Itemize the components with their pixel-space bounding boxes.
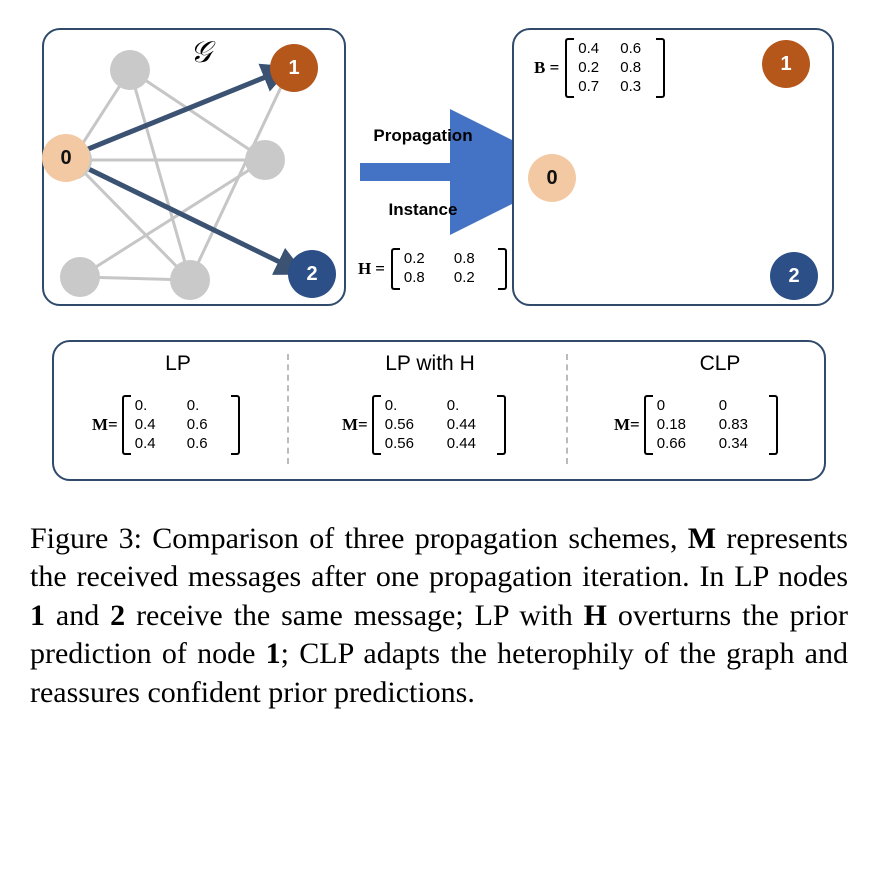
cell: 0.3	[620, 77, 642, 95]
matrix-label: M=	[342, 415, 368, 435]
cell: 0.83	[718, 415, 748, 433]
caption-prefix: Figure 3:	[30, 522, 142, 555]
matrix-M-clp	[614, 395, 778, 455]
caption-text-4: receive the same message; LP with	[125, 598, 584, 632]
caption-text-6: ; CLP adapts the heterophily of the graph and reassures confident prior predictions.	[30, 637, 848, 709]
section-title-lp: LP	[165, 352, 191, 375]
cell: 0.	[134, 397, 148, 414]
section-title-lp-with-h	[330, 352, 530, 376]
caption-text-5: overturns the prior prediction of node	[30, 598, 848, 671]
node-label: 2	[306, 262, 318, 285]
caption-text-1: Comparison of three propagation schemes,	[141, 522, 688, 555]
caption-bold-3: 2	[110, 598, 126, 632]
cell: 0.6	[620, 40, 642, 57]
graph-node-2	[288, 250, 336, 298]
graph-symbol: 𝒢	[190, 36, 212, 69]
cell: 0.4	[134, 434, 156, 452]
caption-bold-5: 1	[265, 637, 281, 671]
matrix-B-label: B =	[534, 58, 560, 78]
result-node-2	[770, 252, 818, 300]
cell: 0	[718, 397, 728, 414]
cell: 0.	[446, 397, 460, 414]
cell: 0.8	[403, 268, 425, 286]
cell: 0.8	[453, 250, 475, 267]
equals-sign: =	[375, 258, 385, 278]
section-title-clp: CLP	[699, 352, 741, 375]
propagation-label-line1: Propagation	[373, 126, 473, 145]
matrix-H	[358, 248, 507, 290]
propagation-label-line2: Instance	[388, 200, 458, 219]
matrix-label: M=	[92, 415, 118, 435]
figure-caption	[30, 520, 848, 712]
caption-text-3: and	[45, 598, 111, 632]
matrix-M-lp-with-h	[342, 395, 506, 455]
graph-node-gray	[170, 260, 210, 300]
node-label: 1	[780, 52, 792, 75]
result-node-1	[762, 40, 810, 88]
cell: 0.56	[384, 415, 414, 433]
matrix-B	[534, 38, 665, 98]
cell: 0.	[186, 397, 200, 414]
graph-node-0	[42, 134, 90, 182]
cell: 0.2	[403, 250, 425, 267]
node-label: 1	[288, 56, 300, 79]
cell: 0	[656, 397, 666, 414]
result-node-0	[528, 154, 576, 202]
cell: 0.8	[620, 58, 642, 76]
cell: 0.44	[446, 434, 476, 452]
node-label: 0	[546, 166, 558, 189]
section-title-text: LP with H	[385, 352, 475, 375]
cell: 0.34	[718, 434, 748, 452]
cell: 0.2	[578, 58, 600, 76]
cell: 0.66	[656, 434, 686, 452]
section-divider	[287, 354, 289, 464]
cell: 0.4	[134, 415, 156, 433]
matrix-label: M=	[614, 415, 640, 435]
cell: 0.2	[453, 268, 475, 286]
caption-text-2: represents the received messages after one propagation iteration. In LP nodes	[30, 522, 848, 594]
graph-node-gray	[60, 257, 100, 297]
cell: 0.56	[384, 434, 414, 452]
node-label: 2	[788, 264, 800, 287]
caption-bold-2: 1	[30, 598, 45, 632]
cell: 0.6	[186, 415, 208, 433]
cell: 0.4	[578, 40, 600, 57]
matrix-H-label: H	[358, 258, 372, 278]
section-divider	[566, 354, 568, 464]
matrix-M-lp	[92, 395, 240, 455]
cell: 0.	[384, 397, 398, 414]
graph-node-gray	[245, 140, 285, 180]
caption-bold-4: H	[583, 598, 607, 632]
node-label: 0	[60, 146, 72, 169]
cell: 0.7	[578, 77, 600, 95]
graph-node-1	[270, 44, 318, 92]
cell: 0.6	[186, 434, 208, 452]
cell: 0.44	[446, 415, 476, 433]
graph-node-gray	[110, 50, 150, 90]
caption-bold-1: M	[687, 522, 717, 555]
cell: 0.18	[656, 415, 686, 433]
